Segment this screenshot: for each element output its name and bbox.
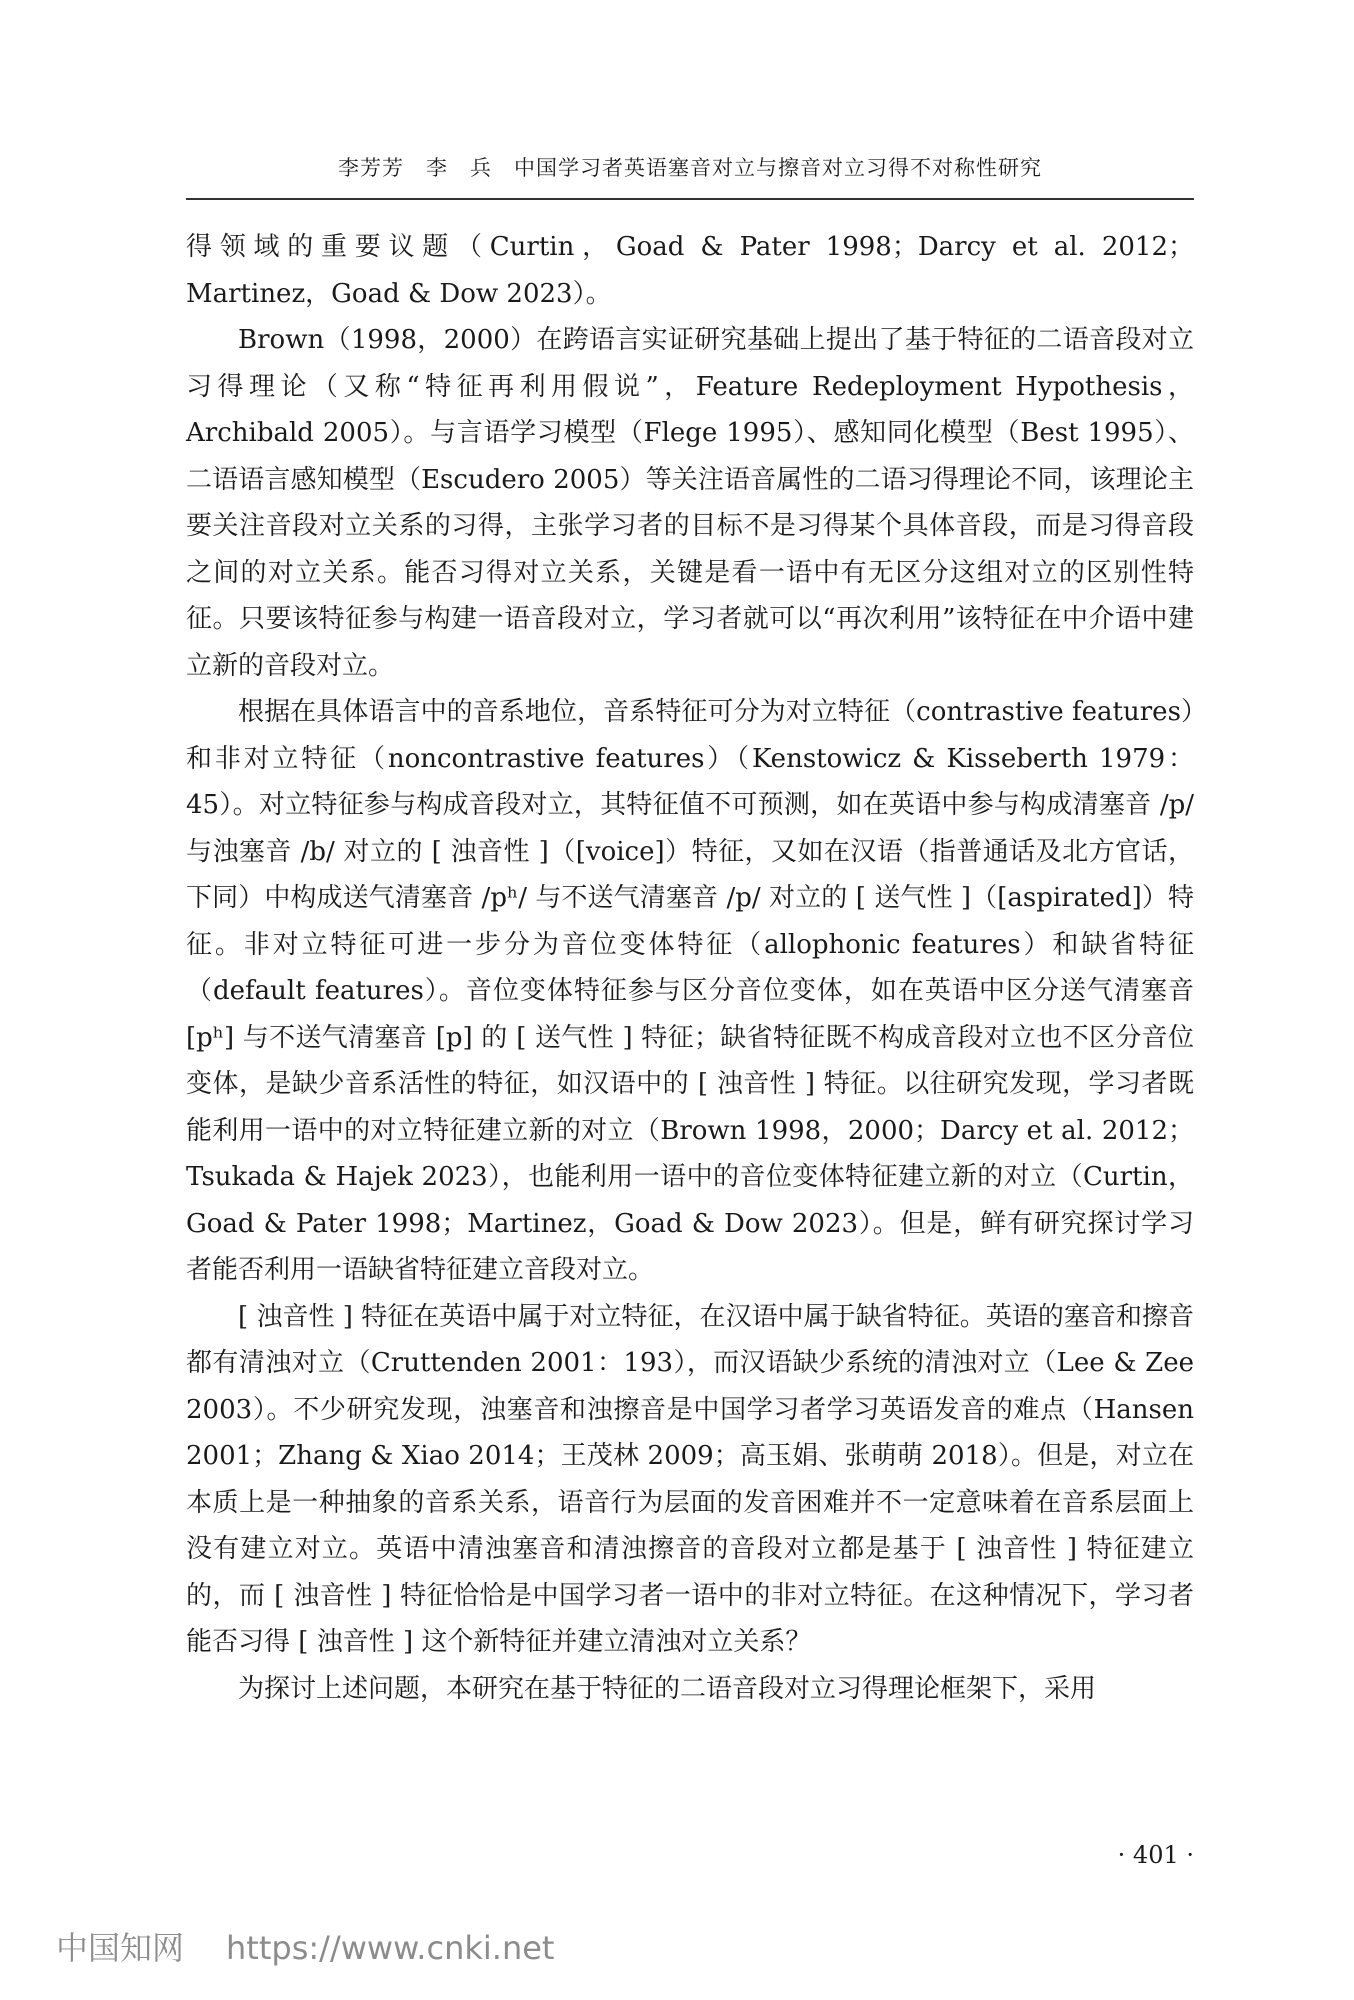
header-author-1: 李芳芳 — [338, 156, 404, 180]
paragraph: Brown（1998，2000）在跨语言实证研究基础上提出了基于特征的二语音段对立习得理论（又称“特征再利用假说”，Feature Redeployment Hypothesis，Archibald 2005）。与言语学习模型（Flege 1995）、感知同化模型（Best 1995）、二语语言感知模型（Escudero 2005）等关注语音属性的二语习得理论不同，该理论主要关注音段对立关系的习得，主张学习者的目标不是习得某个具体音段，而是习得音段之间的对立关系。能否习得对立关系，关键是看一语中有无区分这组对立的区别性特征。只要该特征参与构建一语音段对立，学习者就可以“再次利用”该特征在中介语中建立新的音段对立。 — [186, 325, 1194, 681]
cnki-url: https://www.cnki.net — [226, 1929, 555, 1967]
header-author-2: 李 兵 — [426, 156, 492, 180]
running-header — [186, 152, 1194, 184]
cnki-logo-text: 中国知网 — [56, 1929, 185, 1967]
paragraph: 根据在具体语言中的音系地位，音系特征可分为对立特征（contrastive features）和非对立特征（noncontrastive features）（Kenstowicz & Kisseberth 1979：45）。对立特征参与构成音段对立，其特征值不可预测，如在英语中参与构成清塞音 /p/ 与浊塞音 /b/ 对立的 [ 浊音性 ]（[voice]）特征，又如在汉语（指普通话及北方官话，下同）中构成送气清塞音 /pʰ/ 与不送气清塞音 /p/ 对立的 [ 送气性 ]（[aspirated]）特征。非对立特征可进一步分为音位变体特征（allophonic features）和缺省特征（default features）。音位变体特征参与区分音位变体，如在英语中区分送气清塞音 [pʰ] 与不送气清塞音 [p] 的 [ 送气性 ] 特征；缺省特征既不构成音段对立也不区分音位变体，是缺少音系活性的特征，如汉语中的 [ 浊音性 ] 特征。以往研究发现，学习者既能利用一语中的对立特征建立新的对立（Brown 1998，2000；Darcy et al. 2012；Tsukada & Hajek 2023），也能利用一语中的音位变体特征建立新的对立（Curtin，Goad & Pater 1998；Martinez，Goad & Dow 2023）。但是，鲜有研究探讨学习者能否利用一语缺省特征建立音段对立。 — [186, 697, 1194, 1285]
cnki-watermark — [56, 1928, 554, 1968]
header-article-title: 中国学习者英语塞音对立与擦音对立习得不对称性研究 — [514, 156, 1042, 180]
paragraph-continued: 得领域的重要议题（Curtin，Goad & Pater 1998；Darcy et al. 2012；Martinez，Goad & Dow 2023）。 — [186, 232, 1194, 309]
header-divider — [186, 198, 1194, 200]
paragraph: 为探讨上述问题，本研究在基于特征的二语音段对立习得理论框架下，采用 — [238, 1673, 1097, 1704]
paragraph: [ 浊音性 ] 特征在英语中属于对立特征，在汉语中属于缺省特征。英语的塞音和擦音都有清浊对立（Cruttenden 2001：193），而汉语缺少系统的清浊对立（Lee & Zee 2003）。不少研究发现，浊塞音和浊擦音是中国学习者学习英语发音的难点（Hansen 2001；Zhang & Xiao 2014；王茂林 2009；高玉娟、张萌萌 2018）。但是，对立在本质上是一种抽象的音系关系，语音行为层面的发音困难并不一定意味着在音系层面上没有建立对立。英语中清浊塞音和清浊擦音的音段对立都是基于 [ 浊音性 ] 特征建立的，而 [ 浊音性 ] 特征恰恰是中国学习者一语中的非对立特征。在这种情况下，学习者能否习得 [ 浊音性 ] 这个新特征并建立清浊对立关系？ — [186, 1301, 1194, 1657]
article-body — [186, 224, 1194, 1712]
page-number: · 401 · — [1117, 1841, 1194, 1869]
